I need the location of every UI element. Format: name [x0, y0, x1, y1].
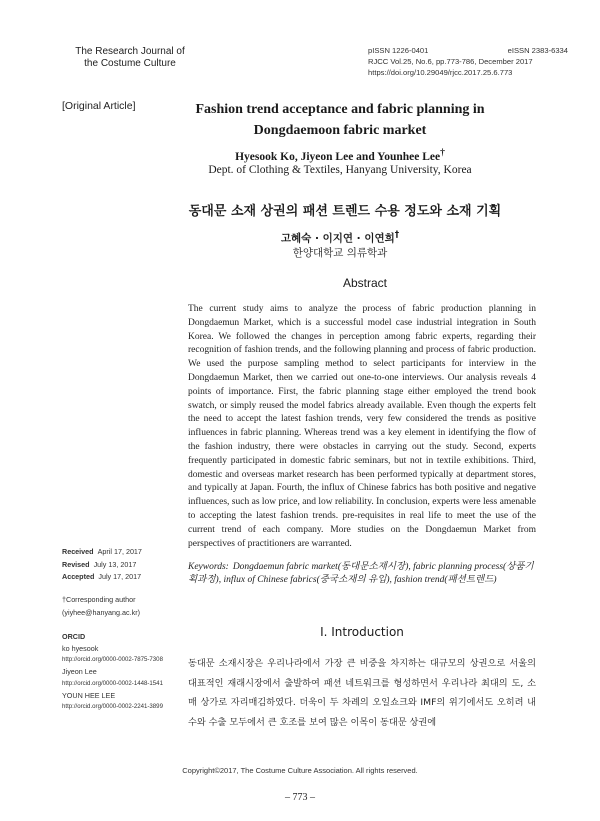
- orcid-name: YOUN HEE LEE: [62, 690, 116, 700]
- orcid-name: Jiyeon Lee: [62, 667, 97, 677]
- article-dates: [62, 546, 182, 584]
- abstract-text: The current study aims to analyze the process of fabric production planning in Dongdaemun Market, which is a successful model case industrial integration in South Korea. We followed the changes in perception among fabric experts, regarding their recognition of fashion trends, and the following planning and process of fabric production. We used the purpose sampling method to select participants for interview in the Dongdaemun Market, then we carried out one-to-one interviews. Our analysis reveals 4 points of importance. First, the fabric planning stage either employed the trend book swatch, or simply reused the model fabrics already available. Even though the experts felt the need to accept the latest fashion trends, very few considered the trends as positive influences in fabric planning. Whereas trend was a key element in identifying the flow of the fashion industry, there were obstacles in carrying out the study. Second, experts frequently participated in domestic fabric seminars, but not in textile exhibitions. Third, domestic and overseas market research has been performed typically at department stores, and typically at Japan. Fourth, the influx of Chinese fabrics has both positive and negative influences, such as low price, and low reliability. In conclusion, experts were less amenable to accepting the latest fashion trends. pre-requisites in real life to meet the use of the current trend of each company. More studies on the Dongdaemun Market from perspectives of practitioners are warranted.: [188, 304, 536, 549]
- accepted-label: Accepted: [62, 572, 95, 581]
- keywords-text: Dongdaemun fabric market(동대문소재시장), fabric planning process(상품기획과정), influx of Chinese fabrics(중국소재의 유입), fashion trend(패션트렌드): [188, 562, 534, 586]
- affiliation-english: Dept. of Clothing & Textiles, Hanyang University, Korea: [208, 164, 472, 176]
- authors-english: [160, 147, 520, 163]
- title-english-line2: Dongdaemoon fabric market: [253, 123, 427, 138]
- abstract-heading: Abstract: [342, 276, 387, 290]
- eissn: eISSN 2383-6334: [507, 46, 568, 55]
- doi-link[interactable]: https://doi.org/10.29049/rjcc.2017.25.6.773: [368, 68, 513, 77]
- corresponding-email[interactable]: (yiyhee@hanyang.ac.kr): [62, 607, 141, 617]
- authors-korean: [200, 230, 480, 246]
- accepted-date: July 17, 2017: [98, 572, 142, 581]
- received-date: April 17, 2017: [97, 547, 142, 556]
- journal-name-line2: the Costume Culture: [84, 58, 176, 69]
- keywords-label: Keywords:: [188, 562, 229, 572]
- article-type: [Original Article]: [62, 100, 136, 112]
- received-label: Received: [62, 547, 94, 556]
- title-english-line1: Fashion trend acceptance and fabric planning in: [195, 102, 485, 117]
- introduction-heading: Ⅰ. Introduction: [320, 625, 404, 639]
- title-english: [190, 99, 490, 141]
- orcid-link[interactable]: http://orcid.org/0000-0002-7875-7308: [62, 656, 163, 664]
- corresponding-label: †Corresponding author: [62, 595, 136, 604]
- orcid-link[interactable]: http://orcid.org/0000-0002-2241-3899: [62, 703, 163, 711]
- issn-block: [368, 45, 568, 78]
- journal-name-line1: The Research Journal of: [75, 46, 185, 57]
- authors-english-names: Hyesook Ko, Jiyeon Lee and Younhee Lee: [235, 150, 441, 163]
- orcid-link[interactable]: http://orcid.org/0000-0002-1448-1541: [62, 679, 163, 687]
- orcid-name: ko hyesook: [62, 643, 99, 653]
- affiliation-korean: 한양대학교 의류학과: [292, 247, 388, 259]
- introduction-text: 동대문 소재시장은 우리나라에서 가장 큰 비중을 차지하는 대규모의 상권으로 서울의 대표적인 재래시장에서 출발하여 패션 네트워크를 형성하면서 우리나라 최대의 도, 소매 상가로 자리매김하였다. 더욱이 두 차례의 오일쇼크와 IMF의 위기에서도 오히려 내수와 수출 모두에서 큰 호조를 보여 많은 이목이 동대문 상권에: [188, 658, 536, 728]
- corresponding-mark: †: [440, 147, 445, 158]
- pissn: pISSN 1226-0401: [368, 46, 429, 55]
- corresponding-author: [62, 594, 182, 619]
- corresponding-mark-korean: †: [394, 230, 400, 240]
- copyright: Copyright©2017, The Costume Culture Association. All rights reserved.: [182, 766, 418, 775]
- keywords: [188, 561, 536, 588]
- citation: RJCC Vol.25, No.6, pp.773-786, December 2017: [368, 57, 533, 66]
- title-korean: 동대문 소재 상권의 패션 트렌드 수용 정도와 소재 기획: [188, 204, 502, 219]
- authors-korean-names: 고혜숙 · 이지연 · 이연희: [280, 232, 395, 245]
- orcid-block: [62, 631, 182, 713]
- page-number: – 773 –: [285, 792, 315, 803]
- journal-name: [60, 46, 200, 70]
- revised-date: July 13, 2017: [93, 559, 137, 569]
- revised-label: Revised: [62, 559, 90, 569]
- orcid-label: ORCID: [62, 632, 86, 641]
